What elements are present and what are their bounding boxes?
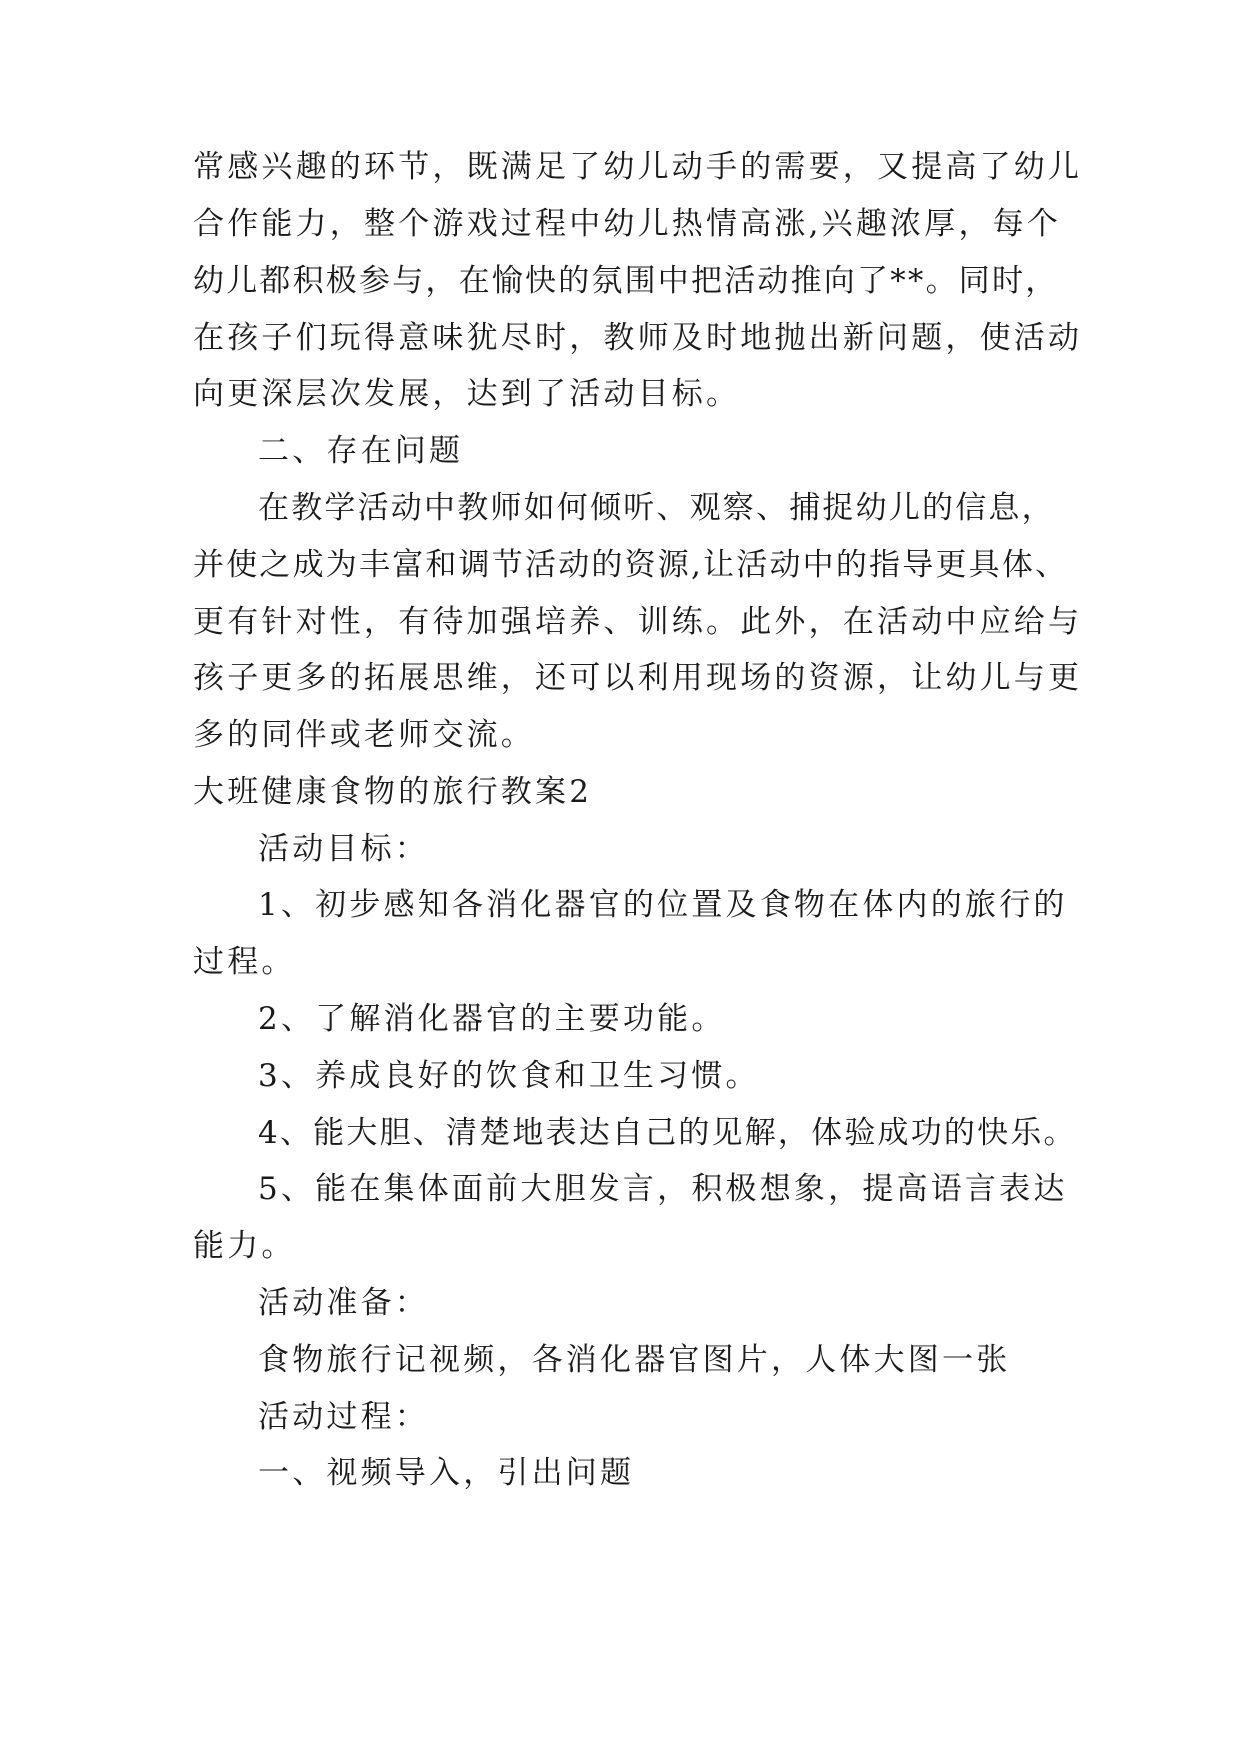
section-heading: 活动准备： — [258, 1285, 429, 1321]
paragraph-line: 在教学活动中教师如何倾听、观察、捕捉幼儿的信息， — [258, 490, 1055, 526]
paragraph-line: 常感兴趣的环节，既满足了幼儿动手的需要，又提高了幼儿 — [193, 149, 1083, 185]
list-item: 2、了解消化器官的主要功能。 — [258, 1001, 726, 1037]
paragraph-line: 向更深层次发展，达到了活动目标。 — [193, 376, 741, 412]
paragraph-line: 幼儿都积极参与，在愉快的氛围中把活动推向了**。同时， — [193, 263, 1059, 299]
document-title: 大班健康食物的旅行教案2 — [193, 774, 593, 810]
section-heading: 活动过程： — [258, 1399, 429, 1435]
list-item-continuation: 能力。 — [193, 1228, 296, 1264]
section-heading: 一、视频导入，引出问题 — [258, 1455, 635, 1491]
paragraph-line: 并使之成为丰富和调节活动的资源,让活动中的指导更具体、 — [193, 547, 1069, 583]
section-heading: 活动目标： — [258, 831, 429, 867]
list-item-continuation: 过程。 — [193, 944, 296, 980]
list-item: 5、能在集体面前大胆发言，积极想象，提高语言表达 — [258, 1171, 1068, 1207]
paragraph-line: 多的同伴或老师交流。 — [193, 717, 535, 753]
paragraph-line: 更有针对性，有待加强培养、训练。此外，在活动中应给与 — [193, 604, 1083, 640]
paragraph-line: 合作能力，整个游戏过程中幼儿热情高涨,兴趣浓厚，每个 — [193, 206, 1062, 242]
paragraph-line: 孩子更多的拓展思维，还可以利用现场的资源，让幼儿与更 — [193, 660, 1083, 696]
paragraph-line: 食物旅行记视频，各消化器官图片，人体大图一张 — [258, 1342, 1011, 1378]
paragraph-line: 在孩子们玩得意味犹尽时，教师及时地抛出新问题，使活动 — [193, 320, 1083, 356]
list-item: 1、初步感知各消化器官的位置及食物在体内的旅行的 — [258, 887, 1068, 923]
list-item: 4、能大胆、清楚地表达自己的见解，体验成功的快乐。 — [258, 1115, 1077, 1151]
section-heading: 二、存在问题 — [258, 433, 464, 469]
list-item: 3、养成良好的饮食和卫生习惯。 — [258, 1058, 760, 1094]
